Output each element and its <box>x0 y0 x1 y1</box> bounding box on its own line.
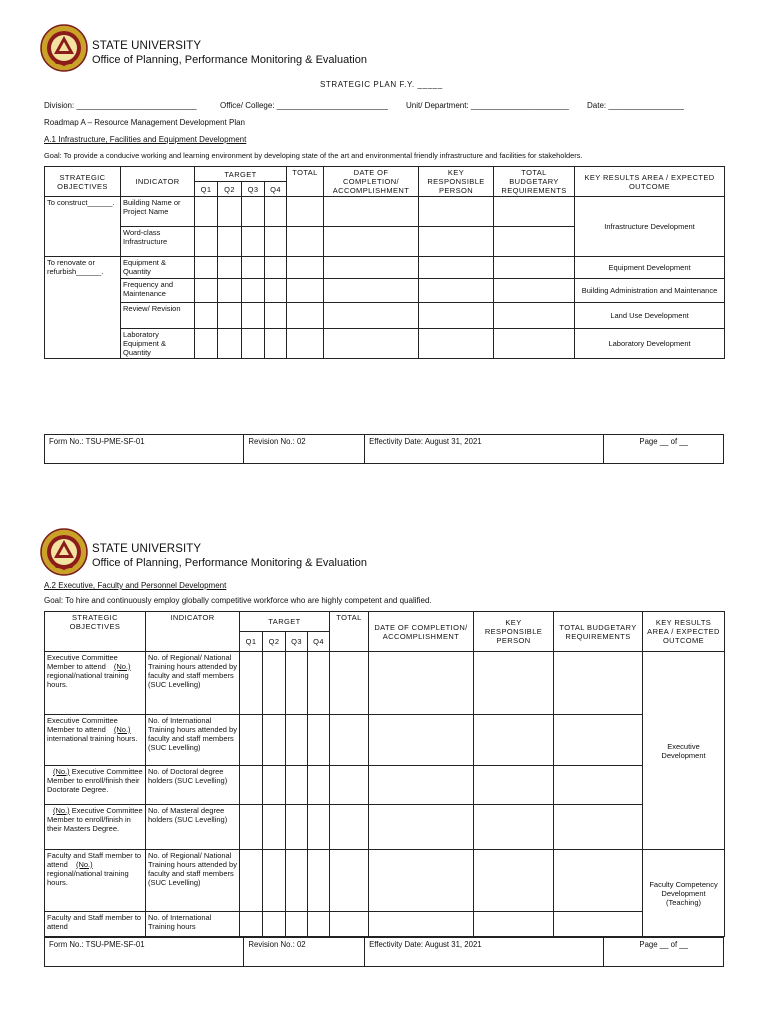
date-cell[interactable] <box>369 912 474 937</box>
header-total: TOTAL <box>287 167 324 197</box>
person-cell[interactable] <box>474 805 554 850</box>
kra-cell: Laboratory Development <box>575 329 725 359</box>
effectivity-date: Effectivity Date: August 31, 2021 <box>365 435 604 463</box>
budget-cell[interactable] <box>554 715 643 766</box>
q3-cell[interactable] <box>242 227 265 257</box>
unit-department-field: Unit/ Department: ______________________ <box>406 101 569 110</box>
header-date: DATE OF COMPLETION/ ACCOMPLISHMENT <box>324 167 419 197</box>
header-target: TARGET <box>240 612 330 632</box>
date-cell[interactable] <box>369 805 474 850</box>
q1-cell[interactable] <box>195 257 218 279</box>
form-number: Form No.: TSU-PME-SF-01 <box>45 938 244 966</box>
plan-table-a2 <box>44 611 725 937</box>
page-number: Page __ of __ <box>639 437 688 446</box>
goal-text: Goal: To hire and continuously employ globally competitive workforce who are highly competent and qualified. <box>44 596 432 605</box>
q3-cell[interactable] <box>286 766 308 805</box>
kra-cell: Land Use Development <box>575 303 725 329</box>
header-q3: Q3 <box>286 632 308 652</box>
budget-cell[interactable] <box>554 850 643 912</box>
indicator-cell: No. of Regional/ National Training hours attended by faculty and staff members (SUC Levelling) <box>146 652 240 715</box>
effectivity-date: Effectivity Date: August 31, 2021 <box>365 938 604 966</box>
q1-cell[interactable] <box>240 850 263 912</box>
office-name: Office of Planning, Performance Monitoring & Evaluation <box>92 54 367 66</box>
q4-cell[interactable] <box>308 766 330 805</box>
q3-cell[interactable] <box>286 652 308 715</box>
q4-cell[interactable] <box>308 912 330 937</box>
objective-text: regional/national training hours. <box>47 671 129 689</box>
objective-cell <box>45 850 146 912</box>
university-seal-icon <box>40 528 88 576</box>
q3-cell[interactable] <box>286 912 308 937</box>
objective-number-blank: (No.) <box>75 860 93 869</box>
header-q2: Q2 <box>218 182 242 197</box>
date-cell[interactable] <box>324 227 419 257</box>
q2-cell[interactable] <box>218 227 242 257</box>
person-cell[interactable] <box>419 279 494 303</box>
roadmap-title: Roadmap A – Resource Management Development Plan <box>44 118 246 127</box>
objective-number-blank: (No.) <box>53 767 70 776</box>
indicator-cell: No. of Masteral degree holders (SUC Levelling) <box>146 805 240 850</box>
indicator-cell: Word-class Infrastructure <box>121 227 195 257</box>
indicator-cell: Equipment & Quantity <box>121 257 195 279</box>
header-target: TARGET <box>195 167 287 182</box>
q3-cell[interactable] <box>242 329 265 359</box>
total-cell[interactable] <box>330 850 369 912</box>
total-cell[interactable] <box>330 652 369 715</box>
q4-cell[interactable] <box>265 227 287 257</box>
person-cell[interactable] <box>474 652 554 715</box>
header-objectives: STRATEGIC OBJECTIVES <box>45 167 121 197</box>
indicator-cell: No. of Regional/ National Training hours attended by faculty and staff members (SUC Levelling) <box>146 850 240 912</box>
budget-cell[interactable] <box>554 652 643 715</box>
header-q2: Q2 <box>263 632 286 652</box>
person-cell[interactable] <box>419 257 494 279</box>
header-q1: Q1 <box>240 632 263 652</box>
date-cell[interactable] <box>324 257 419 279</box>
q4-cell[interactable] <box>265 257 287 279</box>
budget-cell[interactable] <box>494 329 575 359</box>
objective-text: international training hours. <box>47 734 138 743</box>
objective-text: Faculty and Staff member to attend <box>47 851 142 869</box>
header-budget: TOTAL BUDGETARY REQUIREMENTS <box>494 167 575 197</box>
form-footer <box>44 434 724 464</box>
objective-text: Executive Committee Member to attend <box>47 653 118 671</box>
date-cell[interactable] <box>324 197 419 227</box>
section-title: A.1 Infrastructure, Facilities and Equipment Development <box>44 135 247 144</box>
objective-cell <box>45 652 146 715</box>
header-kra: KEY RESULTS AREA / EXPECTED OUTCOME <box>643 612 725 652</box>
header-indicator: INDICATOR <box>146 612 240 652</box>
form-number: Form No.: TSU-PME-SF-01 <box>45 435 244 463</box>
q4-cell[interactable] <box>308 805 330 850</box>
q1-cell[interactable] <box>195 279 218 303</box>
indicator-cell: Laboratory Equipment & Quantity <box>121 329 195 359</box>
budget-cell[interactable] <box>494 303 575 329</box>
kra-cell: Faculty Competency Development (Teaching) <box>643 850 725 937</box>
q3-cell[interactable] <box>286 715 308 766</box>
form-footer <box>44 937 724 967</box>
q4-cell[interactable] <box>265 279 287 303</box>
header-objectives: STRATEGIC OBJECTIVES <box>45 612 146 652</box>
office-name: Office of Planning, Performance Monitoring & Evaluation <box>92 557 367 569</box>
date-cell[interactable] <box>324 329 419 359</box>
objective-cell <box>45 805 146 850</box>
person-cell[interactable] <box>419 329 494 359</box>
q1-cell[interactable] <box>240 912 263 937</box>
university-seal-icon <box>40 24 88 72</box>
q1-cell[interactable] <box>195 329 218 359</box>
division-field: Division: ___________________________ <box>44 101 197 110</box>
q1-cell[interactable] <box>240 652 263 715</box>
q3-cell[interactable] <box>242 279 265 303</box>
q1-cell[interactable] <box>195 303 218 329</box>
budget-cell[interactable] <box>554 912 643 937</box>
university-name: STATE UNIVERSITY <box>92 40 202 52</box>
revision-number: Revision No.: 02 <box>244 938 365 966</box>
total-cell[interactable] <box>287 329 324 359</box>
q2-cell[interactable] <box>263 652 286 715</box>
header-total: TOTAL <box>330 612 369 652</box>
total-cell[interactable] <box>287 279 324 303</box>
indicator-cell: Building Name or Project Name <box>121 197 195 227</box>
q3-cell[interactable] <box>242 303 265 329</box>
person-cell[interactable] <box>474 766 554 805</box>
budget-cell[interactable] <box>494 279 575 303</box>
university-name: STATE UNIVERSITY <box>92 543 202 555</box>
plan-title: STRATEGIC PLAN F.Y. _____ <box>320 80 443 89</box>
q3-cell[interactable] <box>242 197 265 227</box>
header-q1: Q1 <box>195 182 218 197</box>
header-person: KEY RESPONSIBLE PERSON <box>419 167 494 197</box>
q4-cell[interactable] <box>308 715 330 766</box>
q2-cell[interactable] <box>218 303 242 329</box>
objective-text: Executive Committee Member to enroll/finish their Doctorate Degree. <box>47 767 143 794</box>
total-cell[interactable] <box>287 303 324 329</box>
indicator-cell: No. of International Training hours attended by faculty and staff members (SUC Levelling) <box>146 715 240 766</box>
indicator-cell: No. of Doctoral degree holders (SUC Levelling) <box>146 766 240 805</box>
total-cell[interactable] <box>287 257 324 279</box>
header-budget: TOTAL BUDGETARY REQUIREMENTS <box>554 612 643 652</box>
total-cell[interactable] <box>287 227 324 257</box>
person-cell[interactable] <box>419 197 494 227</box>
q2-cell[interactable] <box>263 912 286 937</box>
objective-cell: To renovate or refurbish______. <box>45 257 121 359</box>
date-cell[interactable] <box>369 715 474 766</box>
q3-cell[interactable] <box>242 257 265 279</box>
revision-number: Revision No.: 02 <box>244 435 365 463</box>
objective-number-blank: (No.) <box>113 725 131 734</box>
page-number: Page __ of __ <box>639 940 688 949</box>
q3-cell[interactable] <box>286 805 308 850</box>
date-cell[interactable] <box>324 303 419 329</box>
kra-cell: Infrastructure Development <box>575 197 725 257</box>
header-date: DATE OF COMPLETION/ ACCOMPLISHMENT <box>369 612 474 652</box>
q4-cell[interactable] <box>308 652 330 715</box>
person-cell[interactable] <box>474 715 554 766</box>
objective-number-blank: (No.) <box>53 806 70 815</box>
q1-cell[interactable] <box>195 227 218 257</box>
q4-cell[interactable] <box>265 303 287 329</box>
person-cell[interactable] <box>474 912 554 937</box>
q2-cell[interactable] <box>218 197 242 227</box>
date-cell[interactable] <box>369 652 474 715</box>
total-cell[interactable] <box>287 197 324 227</box>
person-cell[interactable] <box>474 850 554 912</box>
indicator-cell: Frequency and Maintenance <box>121 279 195 303</box>
q2-cell[interactable] <box>218 257 242 279</box>
q1-cell[interactable] <box>240 715 263 766</box>
objective-cell: Faculty and Staff member to attend <box>45 912 146 937</box>
q4-cell[interactable] <box>308 850 330 912</box>
q2-cell[interactable] <box>218 279 242 303</box>
total-cell[interactable] <box>330 912 369 937</box>
q1-cell[interactable] <box>240 805 263 850</box>
q2-cell[interactable] <box>263 766 286 805</box>
kra-cell: Building Administration and Maintenance <box>575 279 725 303</box>
objective-cell <box>45 715 146 766</box>
q1-cell[interactable] <box>195 197 218 227</box>
objective-number-blank: (No.) <box>113 662 131 671</box>
total-cell[interactable] <box>330 805 369 850</box>
header-person: KEY RESPONSIBLE PERSON <box>474 612 554 652</box>
indicator-cell: No. of International Training hours <box>146 912 240 937</box>
header-q4: Q4 <box>265 182 287 197</box>
budget-cell[interactable] <box>494 227 575 257</box>
section-title: A.2 Executive, Faculty and Personnel Development <box>44 581 227 590</box>
date-cell[interactable] <box>369 766 474 805</box>
total-cell[interactable] <box>330 715 369 766</box>
objective-cell <box>45 766 146 805</box>
budget-cell[interactable] <box>554 805 643 850</box>
total-cell[interactable] <box>330 766 369 805</box>
plan-table-a1 <box>44 166 725 359</box>
q4-cell[interactable] <box>265 197 287 227</box>
goal-text: Goal: To provide a conducive working and learning environment by developing state of the art and environmental friendly infrastructure and facilities for stakeholders. <box>44 151 583 160</box>
kra-cell: Equipment Development <box>575 257 725 279</box>
budget-cell[interactable] <box>494 257 575 279</box>
q1-cell[interactable] <box>240 766 263 805</box>
office-college-field: Office/ College: _________________________ <box>220 101 388 110</box>
q2-cell[interactable] <box>263 715 286 766</box>
objective-text: regional/national training hours. <box>47 869 129 887</box>
objective-text: Executive Committee Member to enroll/finish in their Masters Degree. <box>47 806 143 833</box>
date-cell[interactable] <box>369 850 474 912</box>
date-field: Date: _________________ <box>587 101 684 110</box>
objective-cell: To construct______. <box>45 197 121 257</box>
person-cell[interactable] <box>419 227 494 257</box>
q2-cell[interactable] <box>218 329 242 359</box>
person-cell[interactable] <box>419 303 494 329</box>
q2-cell[interactable] <box>263 805 286 850</box>
indicator-cell: Review/ Revision <box>121 303 195 329</box>
q3-cell[interactable] <box>286 850 308 912</box>
header-indicator: INDICATOR <box>121 167 195 197</box>
header-q3: Q3 <box>242 182 265 197</box>
q4-cell[interactable] <box>265 329 287 359</box>
budget-cell[interactable] <box>554 766 643 805</box>
objective-text: Executive Committee Member to attend <box>47 716 118 734</box>
header-q4: Q4 <box>308 632 330 652</box>
q2-cell[interactable] <box>263 850 286 912</box>
kra-cell: Executive Development <box>643 652 725 850</box>
budget-cell[interactable] <box>494 197 575 227</box>
header-kra: KEY RESULTS AREA / EXPECTED OUTCOME <box>575 167 725 197</box>
date-cell[interactable] <box>324 279 419 303</box>
